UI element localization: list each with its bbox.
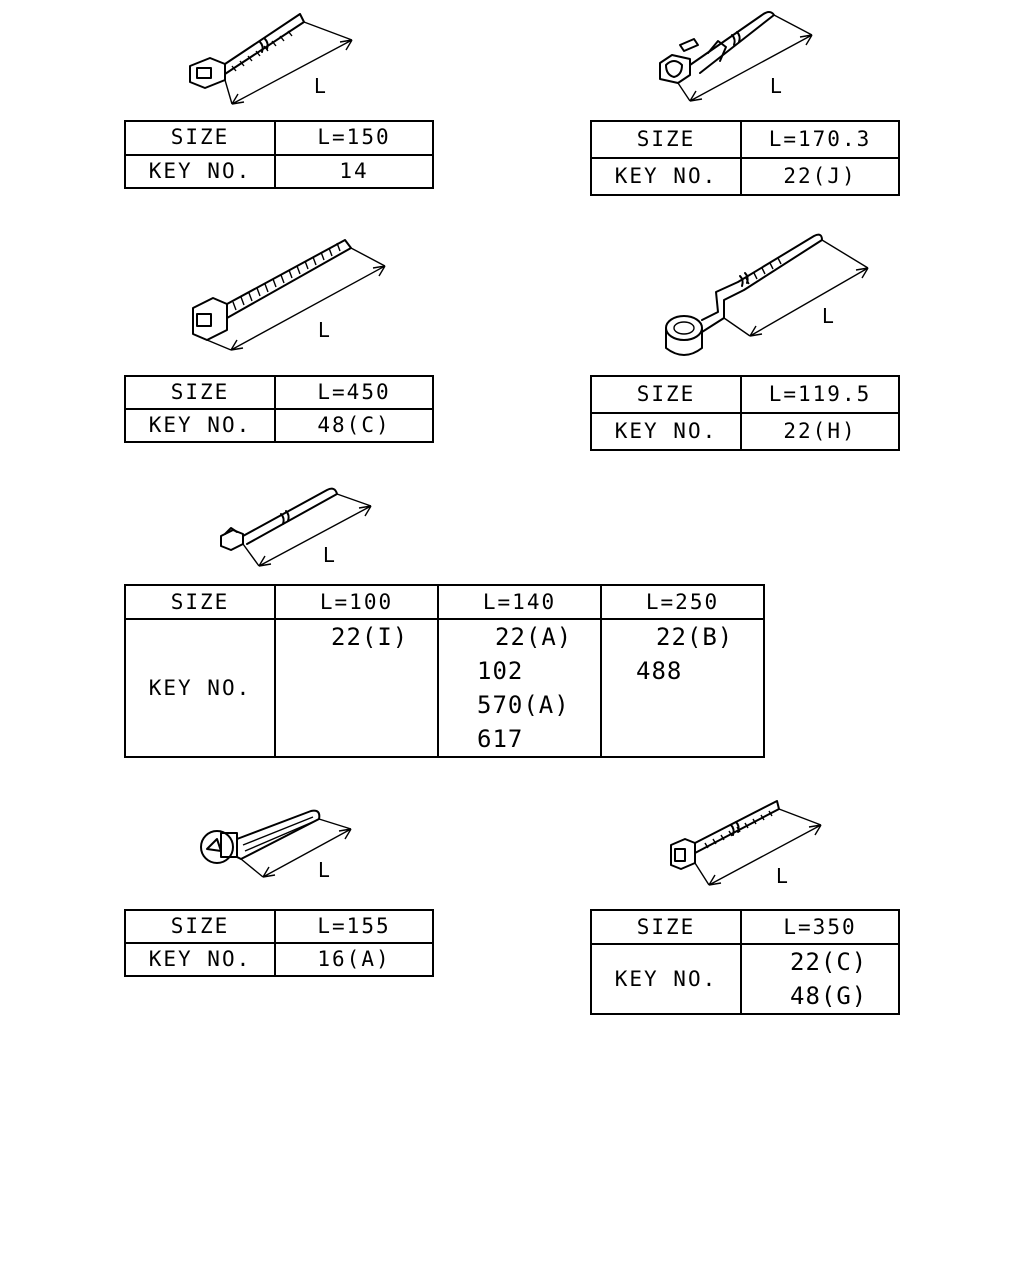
key-header: KEY NO. [125,619,275,757]
key-value: 22(I) [331,623,409,651]
size-value: L=170.3 [741,121,899,158]
key-header: KEY NO. [591,158,741,195]
dimension-label-1: L [314,74,326,98]
size-value-250: L=250 [601,585,764,619]
size-value: L=350 [741,910,899,944]
dimension-label-6: L [318,858,330,882]
dimension-label-4: L [822,304,834,328]
cable-tie-illustration-2 [650,5,850,110]
key-value: 22(J) [741,158,899,195]
spec-table-1 [124,120,434,189]
size-value: L=150 [275,121,433,155]
size-header: SIZE [591,376,741,413]
size-value-100: L=100 [275,585,438,619]
size-header: SIZE [125,585,275,619]
key-value: 617 [477,725,524,753]
key-header: KEY NO. [125,943,275,976]
dimension-label-7: L [776,864,788,888]
key-header: KEY NO. [125,409,275,442]
spec-table-6 [124,909,434,977]
key-value: 48(G) [790,982,868,1010]
key-header: KEY NO. [125,155,275,189]
key-value: 16(A) [275,943,433,976]
cable-tie-illustration-7 [665,795,830,890]
cable-tie-illustration-1 [180,8,370,113]
dimension-label-3: L [318,318,330,342]
size-header: SIZE [591,910,741,944]
spec-table-3 [124,375,434,443]
key-value: 14 [275,155,433,189]
size-value: L=155 [275,910,433,943]
size-header: SIZE [125,121,275,155]
key-header: KEY NO. [591,944,741,1014]
key-value: 102 [477,657,524,685]
size-header: SIZE [125,376,275,409]
size-value: L=450 [275,376,433,409]
dimension-label-2: L [770,74,782,98]
key-value: 48(C) [275,409,433,442]
key-list-100 [275,619,438,757]
dimension-label-5: L [323,543,335,567]
key-list-250 [601,619,764,757]
key-value: 22(C) [790,948,868,976]
key-value: 22(H) [741,413,899,450]
spec-table-4 [590,375,900,451]
cable-tie-illustration-5 [215,482,380,574]
size-value-140: L=140 [438,585,601,619]
key-header: KEY NO. [591,413,741,450]
key-value: 570(A) [477,691,570,719]
size-value: L=119.5 [741,376,899,413]
key-list-140 [438,619,601,757]
spec-table-5 [124,584,765,758]
size-header: SIZE [591,121,741,158]
spec-table-7 [590,909,900,1015]
size-header: SIZE [125,910,275,943]
key-value: 488 [636,657,683,685]
key-value: 22(B) [656,623,734,651]
cable-tie-illustration-6 [195,805,360,885]
cable-tie-illustration-4 [658,228,878,360]
cable-tie-illustration-3 [185,230,395,360]
key-list [741,944,899,1014]
spec-table-2 [590,120,900,196]
key-value: 22(A) [495,623,573,651]
